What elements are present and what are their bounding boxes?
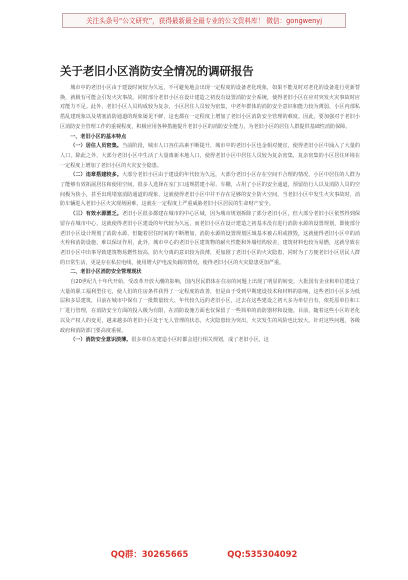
subheading-safety-awareness: （一）消防安全意识淡薄。 bbox=[70, 337, 132, 344]
subheading-dense-residents: （一）居住人员密集。 bbox=[70, 143, 122, 150]
paragraph-text: 当前阶段，城市人口容住高素不断提升，城市中的老旧小区也金相对便宜，使得老旧小区中涌入了大量的人口，除此之外，大部分老旧小区中生活了大量离新本地人口，使得老旧小区中居住人员较为复杂密集，复杂密集的小区居住环境在一定程度上增加了老旧小区的火灾安全隐患。 bbox=[60, 143, 360, 169]
section-heading-2: 二、老旧小区消防安全管理现状 bbox=[70, 269, 142, 276]
promo-banner: 关注头条号“公文研究”，获得最新最全最专业的公文资料库！ 微信：gongwenyj bbox=[62, 13, 346, 28]
intro-paragraph: 城市中的老旧小区由于建设时间较为久远，不可避免地会出现一定程度的设备老化现象，如果不能及时对老化的设备进行更新替换，就极有可能会引发火灾事故。同时部分老旧小区在设计建造之初没有设置消防安全系统，使得老旧小区在应对突发火灾事故时应对能力不足。此外，老旧小区人员构成较为复杂，小区居住人员较为密集，中老年群体的消防安全意识和能力较为薄弱，小区内部私搭乱建现象以及堵塞消防通道的现象屡见不鲜，这也都在一定程度上增加了老旧小区消防安全管理的难度。因此，要加强对于老旧小区消防安全管理工作的重视程度，积极应用各种措施提升老旧小区的消防安全能力，为老旧小区的居住人群提供基础性消防保障。 bbox=[60, 85, 360, 130]
qq-group-number: QQ群：30265665 bbox=[110, 549, 189, 559]
qq-number: QQ:535304092 bbox=[227, 549, 298, 559]
section-heading-1: 一、老旧小区的基本特点 bbox=[70, 133, 127, 140]
paragraph-illegal-construction bbox=[60, 171, 360, 210]
paragraph-dense-residents bbox=[60, 142, 360, 171]
paragraph-safety-awareness bbox=[60, 336, 360, 346]
subheading-water-sources: （三）有效水源匮乏。 bbox=[70, 211, 122, 218]
paragraph-water-sources bbox=[60, 210, 360, 268]
paragraph-text: 很多单位在建造小区时都会进行相关规划，成了老旧小区，这 bbox=[131, 337, 269, 344]
contact-footer bbox=[0, 548, 408, 560]
subheading-illegal-construction: （二）违章搭建较多。 bbox=[70, 172, 122, 179]
paragraph-text: 老旧小区很多都建在城市的中心区域，因为城市规划拆除了部分老旧小区，但大部分老旧小区依然得到保留存在城市中心，这就使得老旧小区建设的年代较为久远，而老旧小区在设计建造之初基本没有进行消防水源的设置规划，即使部分老旧小区设计规划了消防水源，但随着居住时间的不断增加，消防水源的设置规划区域基本被占用或推毁，这就使得老旧小区中的消火栓和消防设施，难以保证作用，此外，城市中心的老旧小区建筑物的耐火性能和外墙结构较差，建筑材料也较为易燃，这就导致在老旧小区中出事导致建筑物易燃性较高，防火分离的意识较为淡薄，更加剧了老旧小区的火灾隐患，同时为了方便老旧小区居民人群的日常生活，更是存在私拉电线，使用增大护电流负载的情况，使得老旧小区的火灾隐患更加严重。 bbox=[60, 211, 360, 266]
document-title: 关于老旧小区消防安全情况的调研报告 bbox=[60, 64, 254, 78]
paragraph-text: 大部分老旧小区由于建设的年代较为久远，大部分老旧小区存在空间不合理的情况，小区中居住的人群为了能够有效拓展居住和使用空间，很多人选择在室门口违规搭建小屋、车棚，占用了小区的安全通道，预留给行人以及消防人员的空间极为狭小，甚至出现堵塞消防通道的现象，这就使得老旧小区中并不存在足够的安全防火空间，当老旧小区中发生火灾事故时，消防车辆进入老旧小区火灾现场困难，这就在一定程度上严重威胁老旧小区居民的生命财产安全。 bbox=[60, 172, 360, 208]
paragraph-management-status: 自20世纪九十年代开始，受改革开放大潮的影响，国内居民群体在住房的问题上出现了明显的转变，大批国有企业和单位建设了大量的职工福利型住宅，使人们的住房条件获得了一定程度的改善，但是由于受到早期建设技术和材料的影响，这些老旧小区多为低层和多层建筑，目前在城市中保有了一批数量较大、年代较久远的老旧小区，过去在这些建设之初大多为单位自有，依托原单位和工厂进行管理，在消防安全方面的投入极为有限，在消防设施方面也仅保留了一些简单的消防器材和设施。目前，随着这些小区的老化以及产权人的变更，越来越多的老旧小区处于无人管理的状态，火灾隐患较为突出，火灾发生的风险也比较大。针对这些问题，各级政府和消防部门要高度重视。 bbox=[60, 279, 360, 334]
document-body bbox=[60, 84, 360, 346]
